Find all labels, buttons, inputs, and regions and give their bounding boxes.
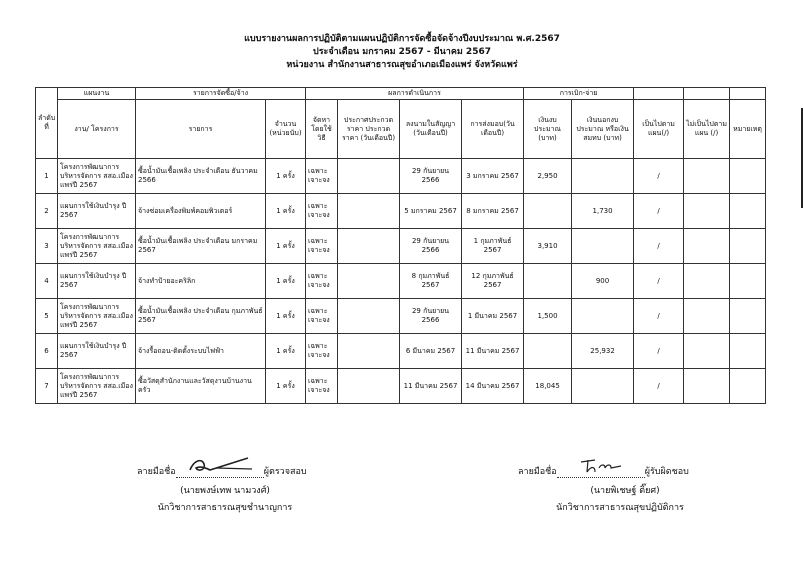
cell-project: โครงการพัฒนาการบริหารจัดการ สสอ.เมืองแพร่ปี 2567 [58,299,136,334]
cell-offbudget [572,369,634,404]
cell-contract: 6 มีนาคม 2567 [400,334,462,369]
cell-qty: 1 ครั้ง [266,299,306,334]
cell-delivery: 1 มีนาคม 2567 [462,299,524,334]
cell-qty: 1 ครั้ง [266,369,306,404]
cell-item: จ้างซ่อมเครื่องพิมพ์คอมพิวเตอร์ [136,194,266,229]
cell-seq: 1 [36,159,58,194]
table-row [36,159,766,194]
col-delivery: การส่งมอบ(วันเดือนปี) [462,100,524,159]
cell-delivery: 12 กุมภาพันธ์ 2567 [462,264,524,299]
cell-contract: 8 กุมภาพันธ์ 2567 [400,264,462,299]
cell-budget: 3,910 [524,229,572,264]
group-plan: แผนงาน [58,88,136,100]
signature-right-prefix: ลายมือชื่อ [518,467,557,477]
cell-method: เฉพาะเจาะจง [306,159,338,194]
col-contract: ลงนามในสัญญา (วันเดือนปี) [400,100,462,159]
cell-not-plan [684,264,730,299]
table-row [36,229,766,264]
cell-method: เฉพาะเจาะจง [306,229,338,264]
col-method: จัดหาโดยใช้วิธี [306,100,338,159]
cell-as-plan: / [634,369,684,404]
cell-project: แผนการใช้เงินบำรุง ปี 2567 [58,194,136,229]
cell-delivery: 8 มกราคม 2567 [462,194,524,229]
cell-budget [524,334,572,369]
cell-contract: 29 กันยายน 2566 [400,159,462,194]
signature-left-scribble [186,454,256,476]
table-row [36,264,766,299]
cell-contract: 11 มีนาคม 2567 [400,369,462,404]
cell-project: แผนการใช้เงินบำรุง ปี 2567 [58,334,136,369]
cell-budget: 1,500 [524,299,572,334]
cell-announce [338,229,400,264]
cell-qty: 1 ครั้ง [266,334,306,369]
group-blank-3 [730,88,766,100]
cell-not-plan [684,229,730,264]
signature-right-position: นักวิชาการสาธารณสุขปฏิบัติการ [556,503,684,513]
group-result: ผลการดำเนินการ [306,88,524,100]
col-announce: ประกาศประกวดราคา ประกวดราคา (วันเดือนปี) [338,100,400,159]
cell-contract: 5 มกราคม 2567 [400,194,462,229]
signature-left-line [176,468,264,478]
group-disburse: การเบิก-จ่าย [524,88,634,100]
cell-offbudget [572,159,634,194]
cell-announce [338,299,400,334]
cell-method: เฉพาะเจาะจง [306,299,338,334]
signature-left-prefix: ลายมือชื่อ [137,467,176,477]
cell-announce [338,334,400,369]
table-row [36,194,766,229]
cell-note [730,229,766,264]
cell-item: จ้างรื้อถอน-ติดตั้งระบบไฟฟ้า [136,334,266,369]
cell-project: โครงการพัฒนาการบริหารจัดการ สสอ.เมืองแพร่ปี 2567 [58,229,136,264]
cell-project: แผนการใช้เงินบำรุง ปี 2567 [58,264,136,299]
col-seq: ลำดับที่ [36,88,58,159]
cell-seq: 3 [36,229,58,264]
table-row [36,334,766,369]
group-blank-1 [634,88,684,100]
cell-budget [524,264,572,299]
col-budget: เงินงบประมาณ (บาท) [524,100,572,159]
cell-delivery: 11 มีนาคม 2567 [462,334,524,369]
cell-qty: 1 ครั้ง [266,229,306,264]
cell-as-plan: / [634,299,684,334]
signature-right-scribble [577,456,627,476]
cell-offbudget: 900 [572,264,634,299]
signature-right-name: (นายพิเชษฐ์ ติ๊ยศ) [590,486,660,496]
cell-note [730,369,766,404]
procurement-table [35,87,766,404]
signature-right-line [557,468,645,478]
col-item: รายการ [136,100,266,159]
signature-left-name: (นายพงษ์เทพ นามวงศ์) [180,486,270,496]
table-row [36,369,766,404]
cell-as-plan: / [634,159,684,194]
cell-offbudget: 1,730 [572,194,634,229]
cell-announce [338,194,400,229]
signature-left [137,466,307,478]
cell-not-plan [684,369,730,404]
cell-seq: 2 [36,194,58,229]
cell-method: เฉพาะเจาะจง [306,264,338,299]
cell-note [730,159,766,194]
cell-offbudget: 25,932 [572,334,634,369]
col-note: หมายเหตุ [730,100,766,159]
cell-offbudget [572,229,634,264]
cell-note [730,299,766,334]
cell-not-plan [684,159,730,194]
col-offbudget: เงินนอกงบประมาณ หรือเงินสมทบ (บาท) [572,100,634,159]
cell-as-plan: / [634,194,684,229]
cell-delivery: 14 มีนาคม 2567 [462,369,524,404]
cell-seq: 5 [36,299,58,334]
cell-project: โครงการพัฒนาการบริหารจัดการ สสอ.เมืองแพร่ปี 2567 [58,369,136,404]
cell-announce [338,159,400,194]
col-project: งาน/ โครงการ [58,100,136,159]
cell-offbudget [572,299,634,334]
signature-right-role: ผู้รับผิดชอบ [644,467,689,477]
cell-item: ซื้อน้ำมันเชื้อเพลิง ประจำเดือน กุมภาพันธ์ 2567 [136,299,266,334]
cell-method: เฉพาะเจาะจง [306,334,338,369]
cell-seq: 7 [36,369,58,404]
cell-as-plan: / [634,334,684,369]
cell-announce [338,264,400,299]
cell-as-plan: / [634,264,684,299]
cell-note [730,334,766,369]
cell-note [730,264,766,299]
cell-announce [338,369,400,404]
report-period: ประจำเดือน มกราคม 2567 - มีนาคม 2567 [312,47,491,57]
cell-method: เฉพาะเจาะจง [306,194,338,229]
cell-delivery: 3 มกราคม 2567 [462,159,524,194]
report-agency: หน่วยงาน สำนักงานสาธารณสุขอำเภอเมืองแพร่ จังหวัดแพร่ [286,60,518,70]
cell-item: ซื้อน้ำมันเชื้อเพลิง ประจำเดือน มกราคม 2567 [136,229,266,264]
group-items: รายการจัดซื้อ/จ้าง [136,88,306,100]
cell-budget: 2,950 [524,159,572,194]
cell-seq: 6 [36,334,58,369]
edge-mark [801,108,803,208]
col-quantity: จำนวน (หน่วยนับ) [266,100,306,159]
signature-left-role: ผู้ตรวจสอบ [263,467,307,477]
signature-left-position: นักวิชาการสาธารณสุขชำนาญการ [157,503,293,513]
cell-not-plan [684,299,730,334]
cell-qty: 1 ครั้ง [266,159,306,194]
report-title: แบบรายงานผลการปฏิบัติตามแผนปฏิบัติการจัดซื้อจัดจ้างปีงบประมาณ พ.ศ.2567 [244,34,560,44]
cell-item: จ้างทำป้ายอะคริลิก [136,264,266,299]
cell-item: ซื้อน้ำมันเชื้อเพลิง ประจำเดือน ธันวาคม 2566 [136,159,266,194]
cell-method: เฉพาะเจาะจง [306,369,338,404]
cell-delivery: 1 กุมภาพันธ์ 2567 [462,229,524,264]
cell-contract: 29 กันยายน 2566 [400,299,462,334]
cell-project: โครงการพัฒนาการบริหารจัดการ สสอ.เมืองแพร่ปี 2567 [58,159,136,194]
cell-not-plan [684,334,730,369]
col-as-plan: เป็นไปตามแผน(/) [634,100,684,159]
cell-budget [524,194,572,229]
cell-item: ซื้อวัสดุสำนักงานและวัสดุงานบ้านงานครัว [136,369,266,404]
group-blank-2 [684,88,730,100]
cell-as-plan: / [634,229,684,264]
cell-qty: 1 ครั้ง [266,194,306,229]
signature-right [518,466,689,478]
cell-note [730,194,766,229]
table-row [36,299,766,334]
cell-budget: 18,045 [524,369,572,404]
cell-contract: 29 กันยายน 2566 [400,229,462,264]
col-not-plan: ไม่เป็นไปตามแผน (/) [684,100,730,159]
cell-seq: 4 [36,264,58,299]
cell-qty: 1 ครั้ง [266,264,306,299]
cell-not-plan [684,194,730,229]
